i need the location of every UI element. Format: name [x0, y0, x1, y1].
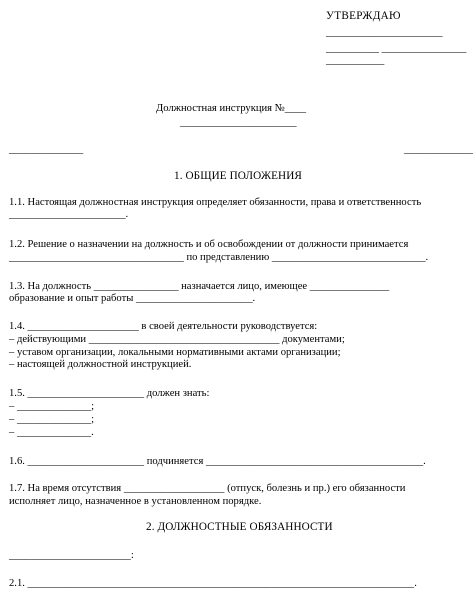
- document-left-line: ______________: [9, 144, 84, 155]
- clause-1-7-line1: 1.7. На время отсутствия ___________________ (отпуск, болезнь и пр.) его обязанности: [9, 483, 406, 494]
- clause-1-4-line2: – действующими ____________________________________ документами;: [9, 334, 345, 345]
- document-title-line: ______________________: [180, 117, 297, 128]
- document-right-line: _____________: [404, 144, 473, 155]
- clause-1-5-item2: – ______________;: [9, 414, 95, 425]
- clause-1-6: 1.6. ______________________ подчиняется _________________________________________.: [9, 456, 426, 467]
- clause-1-4-line1: 1.4. _____________________ в своей деятельности руководствуется:: [9, 321, 318, 332]
- approve-name-line: __________ ________________: [326, 43, 467, 54]
- clause-1-3-line2: образование и опыт работы ______________________.: [9, 293, 256, 304]
- document-title: Должностная инструкция №____: [156, 103, 306, 114]
- clause-1-2-line1: 1.2. Решение о назначении на должность и об освобождении от должности принимается: [9, 239, 409, 250]
- clause-1-1-line1: 1.1. Настоящая должностная инструкция определяет обязанности, права и ответственность: [9, 197, 422, 208]
- clause-1-5-item1: – ______________;: [9, 401, 95, 412]
- clause-1-2-line2: _________________________________ по представлению _____________________________.: [9, 252, 429, 263]
- clause-1-1-line2: ______________________.: [9, 209, 129, 220]
- approve-date-line: ___________: [326, 55, 385, 66]
- section1-heading: 1. ОБЩИЕ ПОЛОЖЕНИЯ: [174, 170, 302, 182]
- clause-1-7-line2: исполняет лицо, назначенное в установленном порядке.: [9, 496, 262, 507]
- clause-1-5-line1: 1.5. ______________________ должен знать:: [9, 388, 210, 399]
- approve-title: УТВЕРЖДАЮ: [326, 10, 401, 22]
- clause-1-4-line4: – настоящей должностной инструкцией.: [9, 359, 192, 370]
- section2-heading: 2. ДОЛЖНОСТНЫЕ ОБЯЗАННОСТИ: [146, 521, 333, 533]
- clause-1-3-line1: 1.3. На должность ________________ назначается лицо, имеющее _______________: [9, 281, 390, 292]
- approve-signature-line: ______________________: [326, 27, 443, 38]
- clause-2-1: 2.1. _________________________________________________________________________.: [9, 578, 417, 589]
- clause-1-5-item3: – ______________.: [9, 427, 94, 438]
- clause-2-intro: _______________________:: [9, 550, 134, 561]
- clause-1-4-line3: – уставом организации, локальными нормативными актами организации;: [9, 347, 341, 358]
